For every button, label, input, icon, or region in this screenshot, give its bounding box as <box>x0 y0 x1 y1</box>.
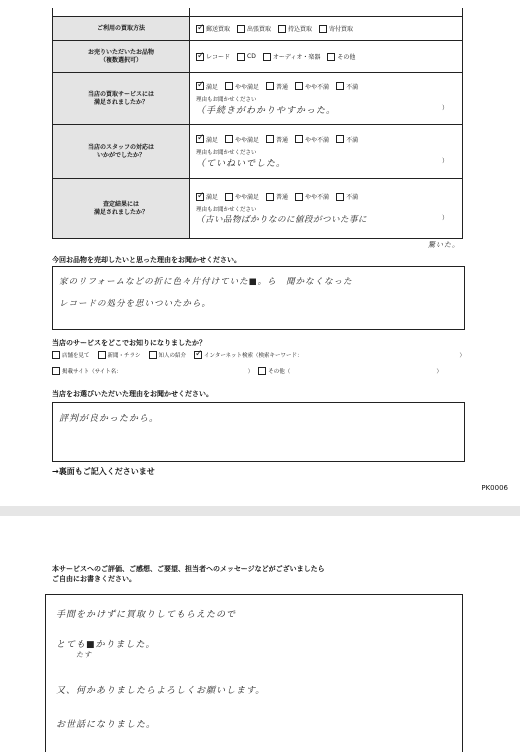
page-separator <box>0 506 520 516</box>
option[interactable]: 普通 <box>266 135 288 144</box>
option[interactable]: 不満 <box>336 82 358 91</box>
option[interactable]: ✓ 満足 <box>196 135 218 144</box>
choice-heading: 当店をお選びいただいた理由をお聞かせください。 <box>52 390 213 398</box>
checkbox-icon <box>225 82 233 90</box>
option[interactable]: 店舗を見て <box>52 351 90 359</box>
option[interactable]: 新聞・チラシ <box>98 351 141 359</box>
answer-cell <box>190 73 463 125</box>
page-code: PK0006 <box>481 484 508 492</box>
survey-table <box>52 8 463 239</box>
option[interactable]: やや満足 <box>225 192 259 201</box>
checkbox-checked-icon <box>196 135 204 143</box>
checkbox-icon <box>52 367 60 375</box>
option[interactable]: ✓ 満足 <box>196 192 218 201</box>
reason-label: 理由もお聞かせください <box>196 149 257 156</box>
handwritten-answer-line: 評判が良かったから。 <box>59 414 160 424</box>
checkbox-icon <box>225 135 233 143</box>
feedback-answer-box[interactable] <box>45 594 463 752</box>
checkbox-icon <box>327 53 335 61</box>
option[interactable]: ✓ インターネット検索（検索キーワード： <box>194 351 303 359</box>
option[interactable]: 出張買取 <box>237 24 271 33</box>
option[interactable]: 不満 <box>336 135 358 144</box>
handwritten-reason: （ていねいでした。 <box>196 158 287 169</box>
continue-note: →裏面もご記入くださいませ <box>52 467 155 476</box>
checkbox-icon <box>319 25 327 33</box>
question-label: 当店のスタッフの対応は いかがでしたか？ <box>53 125 190 179</box>
option[interactable]: 普通 <box>266 192 288 201</box>
checkbox-icon <box>266 135 274 143</box>
checkbox-icon <box>237 25 245 33</box>
checkbox-icon <box>225 193 233 201</box>
checkbox-checked-icon <box>196 25 204 33</box>
option-group <box>196 82 462 91</box>
checkbox-icon <box>295 82 303 90</box>
question-label: 当店の買取サービスには 満足されましたか？ <box>53 73 190 125</box>
option[interactable]: 普通 <box>266 82 288 91</box>
checkbox-icon <box>336 193 344 201</box>
checkbox-icon <box>149 351 157 359</box>
source-heading: 当店のサービスをどこでお知りになりましたか？ <box>52 339 206 347</box>
handwritten-answer-line: お世話になりました。 <box>56 720 157 730</box>
option[interactable]: やや不満 <box>295 82 329 91</box>
feedback-heading-line2: ご自由にお書きください。 <box>52 575 136 583</box>
checkbox-checked-icon <box>196 53 204 61</box>
option[interactable]: 寄付買取 <box>319 24 353 33</box>
option[interactable]: その他 <box>327 52 355 61</box>
reason-field[interactable]: （古い品物ばかりなのに値段がついた事に ） <box>196 215 448 225</box>
source-options-row: 店舗を見て 新聞・チラシ 知人の紹介 ✓ インターネット検索（検索キーワード： ） <box>52 351 465 359</box>
checkbox-icon <box>295 135 303 143</box>
option-group <box>196 135 462 144</box>
handwritten-reason: （古い品物ばかりなのに値段がついた事に <box>196 215 368 225</box>
survey-row-items-sold <box>53 41 463 73</box>
option[interactable]: やや満足 <box>225 82 259 91</box>
table-top-remnant <box>53 8 463 17</box>
checkbox-icon <box>266 193 274 201</box>
option-group <box>196 52 462 61</box>
survey-row-staff-satisfaction <box>53 125 463 179</box>
option[interactable]: 持込買取 <box>278 24 312 33</box>
survey-row-appraisal-satisfaction <box>53 179 463 239</box>
checkbox-checked-icon <box>196 193 204 201</box>
option[interactable]: やや不満 <box>295 192 329 201</box>
reason-field[interactable]: （手続きがわかりやすかった。 ） <box>196 104 448 116</box>
feedback-heading-line1: 本サービスへのご評価、ご感想、ご要望、担当者へのメッセージなどがございましたら <box>52 565 325 573</box>
survey-row-purchase-method <box>53 17 463 41</box>
survey-row-service-satisfaction <box>53 73 463 125</box>
checkbox-icon <box>278 25 286 33</box>
handwritten-answer-line: 又、何かありましたらよろしくお願いします。 <box>56 686 266 696</box>
checkbox-icon <box>258 367 266 375</box>
reason-label: 理由もお聞かせください <box>196 207 257 213</box>
answer-cell <box>190 41 463 73</box>
option-group <box>196 24 462 33</box>
option[interactable]: CD <box>237 53 256 61</box>
motivation-heading: 今回お品物を売却したいと思った理由をお聞かせください。 <box>52 256 241 264</box>
answer-cell <box>190 179 463 239</box>
checkbox-checked-icon <box>194 351 202 359</box>
survey-page-back <box>0 516 520 751</box>
checkbox-icon <box>266 82 274 90</box>
option[interactable]: やや満足 <box>225 135 259 144</box>
option[interactable]: オーディオ・楽器 <box>263 52 321 61</box>
handwritten-reason: （手続きがわかりやすかった。 <box>196 105 337 116</box>
motivation-answer-box[interactable] <box>52 266 465 330</box>
checkbox-icon <box>98 351 106 359</box>
handwritten-answer-line: 家のリフォームなどの折に色々片付けていた■。ら 聞かなくなった <box>59 277 353 287</box>
handwritten-answer-line: とても■かりました。 <box>56 640 156 650</box>
checkbox-icon <box>295 193 303 201</box>
question-label: ご利用の買取方法 <box>53 17 190 41</box>
handwritten-reason-overflow: 驚いた。 <box>428 241 460 249</box>
question-label: お売りいただいたお品物 （複数選択可） <box>53 41 190 73</box>
option[interactable]: その他（ <box>258 367 290 375</box>
checkbox-icon <box>336 82 344 90</box>
option-group <box>196 192 462 201</box>
reason-field[interactable]: （ていねいでした。 ） <box>196 157 448 169</box>
source-options-row: 掲載サイト（サイト名： ） その他（ ） <box>52 367 442 375</box>
question-label: 査定結果には 満足されましたか？ <box>53 179 190 239</box>
option[interactable]: 不満 <box>336 192 358 201</box>
option[interactable]: 知人の紹介 <box>149 351 187 359</box>
checkbox-checked-icon <box>196 82 204 90</box>
option[interactable]: ✓ レコード <box>196 52 230 61</box>
choice-answer-box[interactable] <box>52 402 465 462</box>
checkbox-icon <box>336 135 344 143</box>
answer-cell <box>190 125 463 179</box>
checkbox-icon <box>237 53 245 61</box>
option[interactable]: ✓ 郵送買取 <box>196 24 230 33</box>
reason-label: 理由もお聞かせください <box>196 96 257 103</box>
option[interactable]: やや不満 <box>295 135 329 144</box>
checkbox-icon <box>52 351 60 359</box>
checkbox-icon <box>263 53 271 61</box>
handwritten-answer-line: レコードの処分を思いついたから。 <box>59 299 212 309</box>
answer-cell <box>190 17 463 41</box>
option[interactable]: 掲載サイト（サイト名： <box>52 367 122 375</box>
handwritten-correction: たす <box>76 651 92 659</box>
handwritten-answer-line: 手間をかけずに買取りしてもらえたので <box>56 610 237 620</box>
option[interactable]: ✓ 満足 <box>196 82 218 91</box>
